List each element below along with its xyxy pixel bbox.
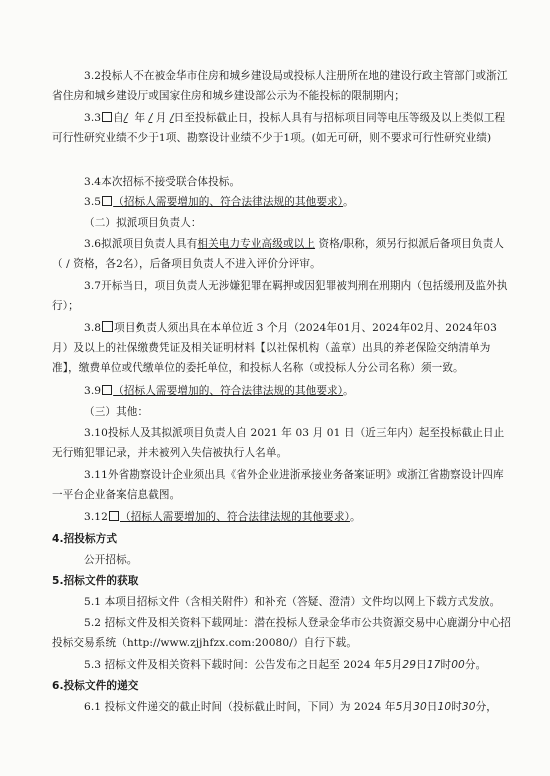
clause-6-1: 6.1 投标文件递交的截止时间（投标截止时间，下同）为 2024 年5月30日10时30分， [84, 701, 497, 713]
handwritten-month: / [148, 112, 153, 124]
handwritten-day: / [169, 112, 174, 124]
heading-submit-documents: 6.投标文件的递交 [52, 680, 139, 692]
clause-5-1: 5.1 本项目招标文件（含相关附件）和补充（答疑、澄清）文件均以网上下载方式发放。 [84, 596, 501, 608]
clause-3-11: 3.11外省勘察设计企业须出具《省外企业进浙承接业务备案证明》或浙江省勘察设计四库一平台企业备案信息截图。 [52, 469, 504, 501]
clause-5-3: 5.3 招标文件及相关资料下载时间：公告发布之日起至 2024 年5月29日17时00分。 [84, 659, 487, 671]
clause-3-3-number: 3.3 [84, 112, 102, 124]
bidding-method-text: 公开招标。 [84, 554, 138, 566]
unchecked-box-icon [102, 196, 112, 206]
section-other: （三）其他： [84, 406, 149, 418]
clause-3-2: 3.2投标人不在被金华市住房和城乡建设局或投标人注册所在地的建设行政主管部门或浙江省住房和城乡建设厅或国家住房和城乡建设部公示为不能投标的限制期内； [52, 70, 508, 102]
unchecked-box-icon [109, 511, 119, 521]
clause-3-9: 3.9 （招标人需要增加的、符合法律法规的其他要求）。 [84, 385, 354, 397]
handwritten-year: / [123, 112, 128, 124]
clause-3-10: 3.10投标人及其拟派项目负责人自 2021 年 03 月 01 日（近三年内）起至投标截止日止无行贿犯罪记录，并未被列入失信被执行人名单。 [52, 427, 505, 459]
checked-box-icon [102, 321, 113, 332]
clause-3-7: 3.7开标当日，项目负责人无涉嫌犯罪在羁押或因犯罪被判刑在刑期内（包括缓刑及监外执行）； [52, 280, 508, 312]
qualification-value: 相关电力专业高级或以上 [197, 238, 316, 250]
unchecked-box-icon [102, 112, 112, 122]
clause-3-3: 3.3 自/ 年 / 月 /日至投标截止日，投标人具有与招标项目同等电压等级及以上类似工程可行性研究业绩不少于1项、勘察设计业绩不少于1项。(如无可研，则不要求可行性研究业绩) [52, 112, 506, 144]
clause-3-4: 3.4本次招标不接受联合体投标。 [84, 176, 241, 188]
clause-3-5: 3.5 （招标人需要增加的、符合法律法规的其他要求）。 [84, 196, 354, 208]
heading-bidding-method: 4.招投标方式 [52, 533, 118, 545]
clause-5-2: 5.2 招标文件及相关资料下载网址：潜在投标人登录金华市公共资源交易中心鹿湖分中心招投标交易系统（http://www.zjjhfzx.com:20080/）自行下载。 [52, 617, 511, 649]
clause-3-6: 3.6拟派项目负责人具有相关电力专业高级或以上 资格/职称，须另行拟派后备项目负责人（ / 资格，各2名），后备项目负责人不进入评价分评审。 [52, 238, 504, 270]
heading-obtain-documents: 5.招标文件的获取 [52, 575, 139, 587]
unchecked-box-icon [102, 385, 112, 395]
section-project-manager: （二）拟派项目负责人： [84, 217, 202, 229]
clause-3-12: 3.12 （招标人需要增加的、符合法律法规的其他要求）。 [84, 511, 361, 523]
clause-3-8: 3.8✓ 项目负责人须出具在本单位近 3 个月（2024年01月、2024年02月、2024年03月）及以上的社保缴费凭证及相关证明材料【以社保机构（盖章）出具的养老保险交纳清单为准】，缴费单位或代缴单位的委托单位，和投标人名称（或投标人分公司名称）须一致。 [52, 318, 512, 378]
